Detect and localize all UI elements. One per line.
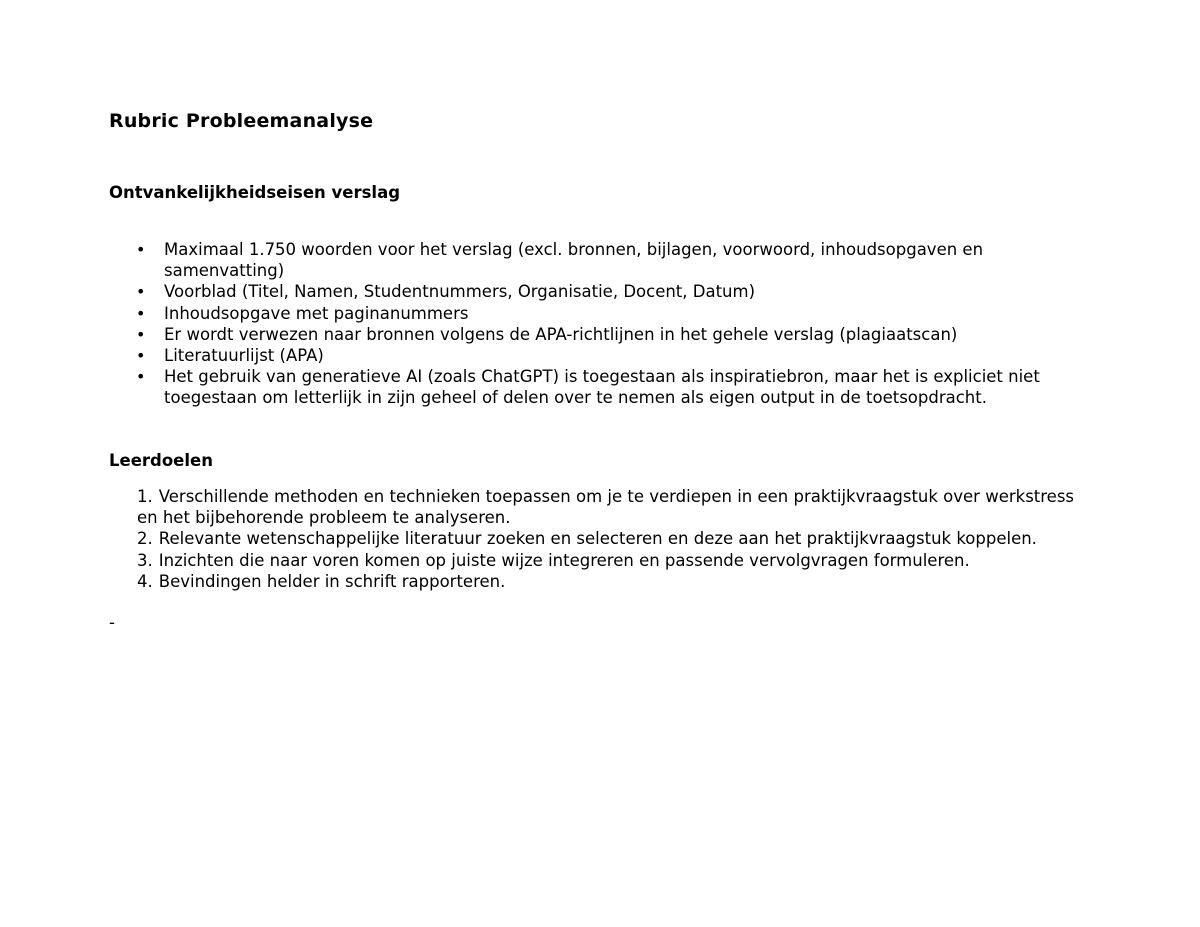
list-item: [109, 345, 1099, 366]
goals-heading: Leerdoelen: [109, 451, 213, 470]
goal-text: Verschillende methoden en technieken toepassen om je te verdiepen in een praktijkvraagstuk over werkstress en het bijbehorende probleem te analyseren.: [137, 487, 1075, 528]
list-item: [109, 281, 1099, 302]
requirement-text: Er wordt verwezen naar bronnen volgens de APA-richtlijnen in het gehele verslag (plagiaatscan): [164, 324, 958, 344]
list-item: [109, 366, 1099, 408]
goal-number: 3.: [137, 550, 153, 570]
requirement-text: Voorblad (Titel, Namen, Studentnummers, Organisatie, Docent, Datum): [164, 282, 756, 302]
list-item: [137, 571, 1087, 592]
bullet-icon: •: [136, 346, 146, 366]
goal-text: Bevindingen helder in schrift rapporteren.: [158, 571, 506, 591]
requirement-text: Inhoudsopgave met paginanummers: [164, 303, 469, 323]
list-item: [109, 303, 1099, 324]
goal-text: Inzichten die naar voren komen op juiste wijze integreren en passende vervolgvragen formuleren.: [158, 550, 970, 570]
bullet-icon: •: [136, 367, 146, 387]
trailing-dash: -: [109, 613, 115, 632]
list-item: [109, 324, 1099, 345]
bullet-icon: •: [136, 282, 146, 302]
bullet-icon: •: [136, 324, 146, 344]
requirements-heading: Ontvankelijkheidseisen verslag: [109, 183, 401, 202]
goal-text: Relevante wetenschappelijke literatuur zoeken en selecteren en deze aan het praktijkvraagstuk koppelen.: [158, 529, 1037, 549]
requirement-text: Literatuurlijst (APA): [164, 346, 324, 366]
list-item: [137, 550, 1087, 571]
requirement-text: Maximaal 1.750 woorden voor het verslag (excl. bronnen, bijlagen, voorwoord, inhoudsopgaven en samenvatting): [164, 240, 984, 281]
bullet-icon: •: [136, 303, 146, 323]
list-item: [137, 486, 1087, 528]
list-item: [109, 239, 1099, 281]
requirement-text: Het gebruik van generatieve AI (zoals ChatGPT) is toegestaan als inspiratiebron, maar het is expliciet niet toegestaan om letterlijk in zijn geheel of delen over te nemen als eigen output in de toetsopdracht.: [164, 367, 1040, 408]
list-item: [137, 528, 1087, 549]
goal-number: 4.: [137, 571, 153, 591]
goals-list: [137, 486, 1087, 592]
requirements-list: [109, 239, 1099, 409]
document-title: Rubric Probleemanalyse: [109, 110, 374, 132]
goal-number: 1.: [137, 487, 153, 506]
bullet-icon: •: [136, 240, 146, 259]
goal-number: 2.: [137, 529, 153, 549]
